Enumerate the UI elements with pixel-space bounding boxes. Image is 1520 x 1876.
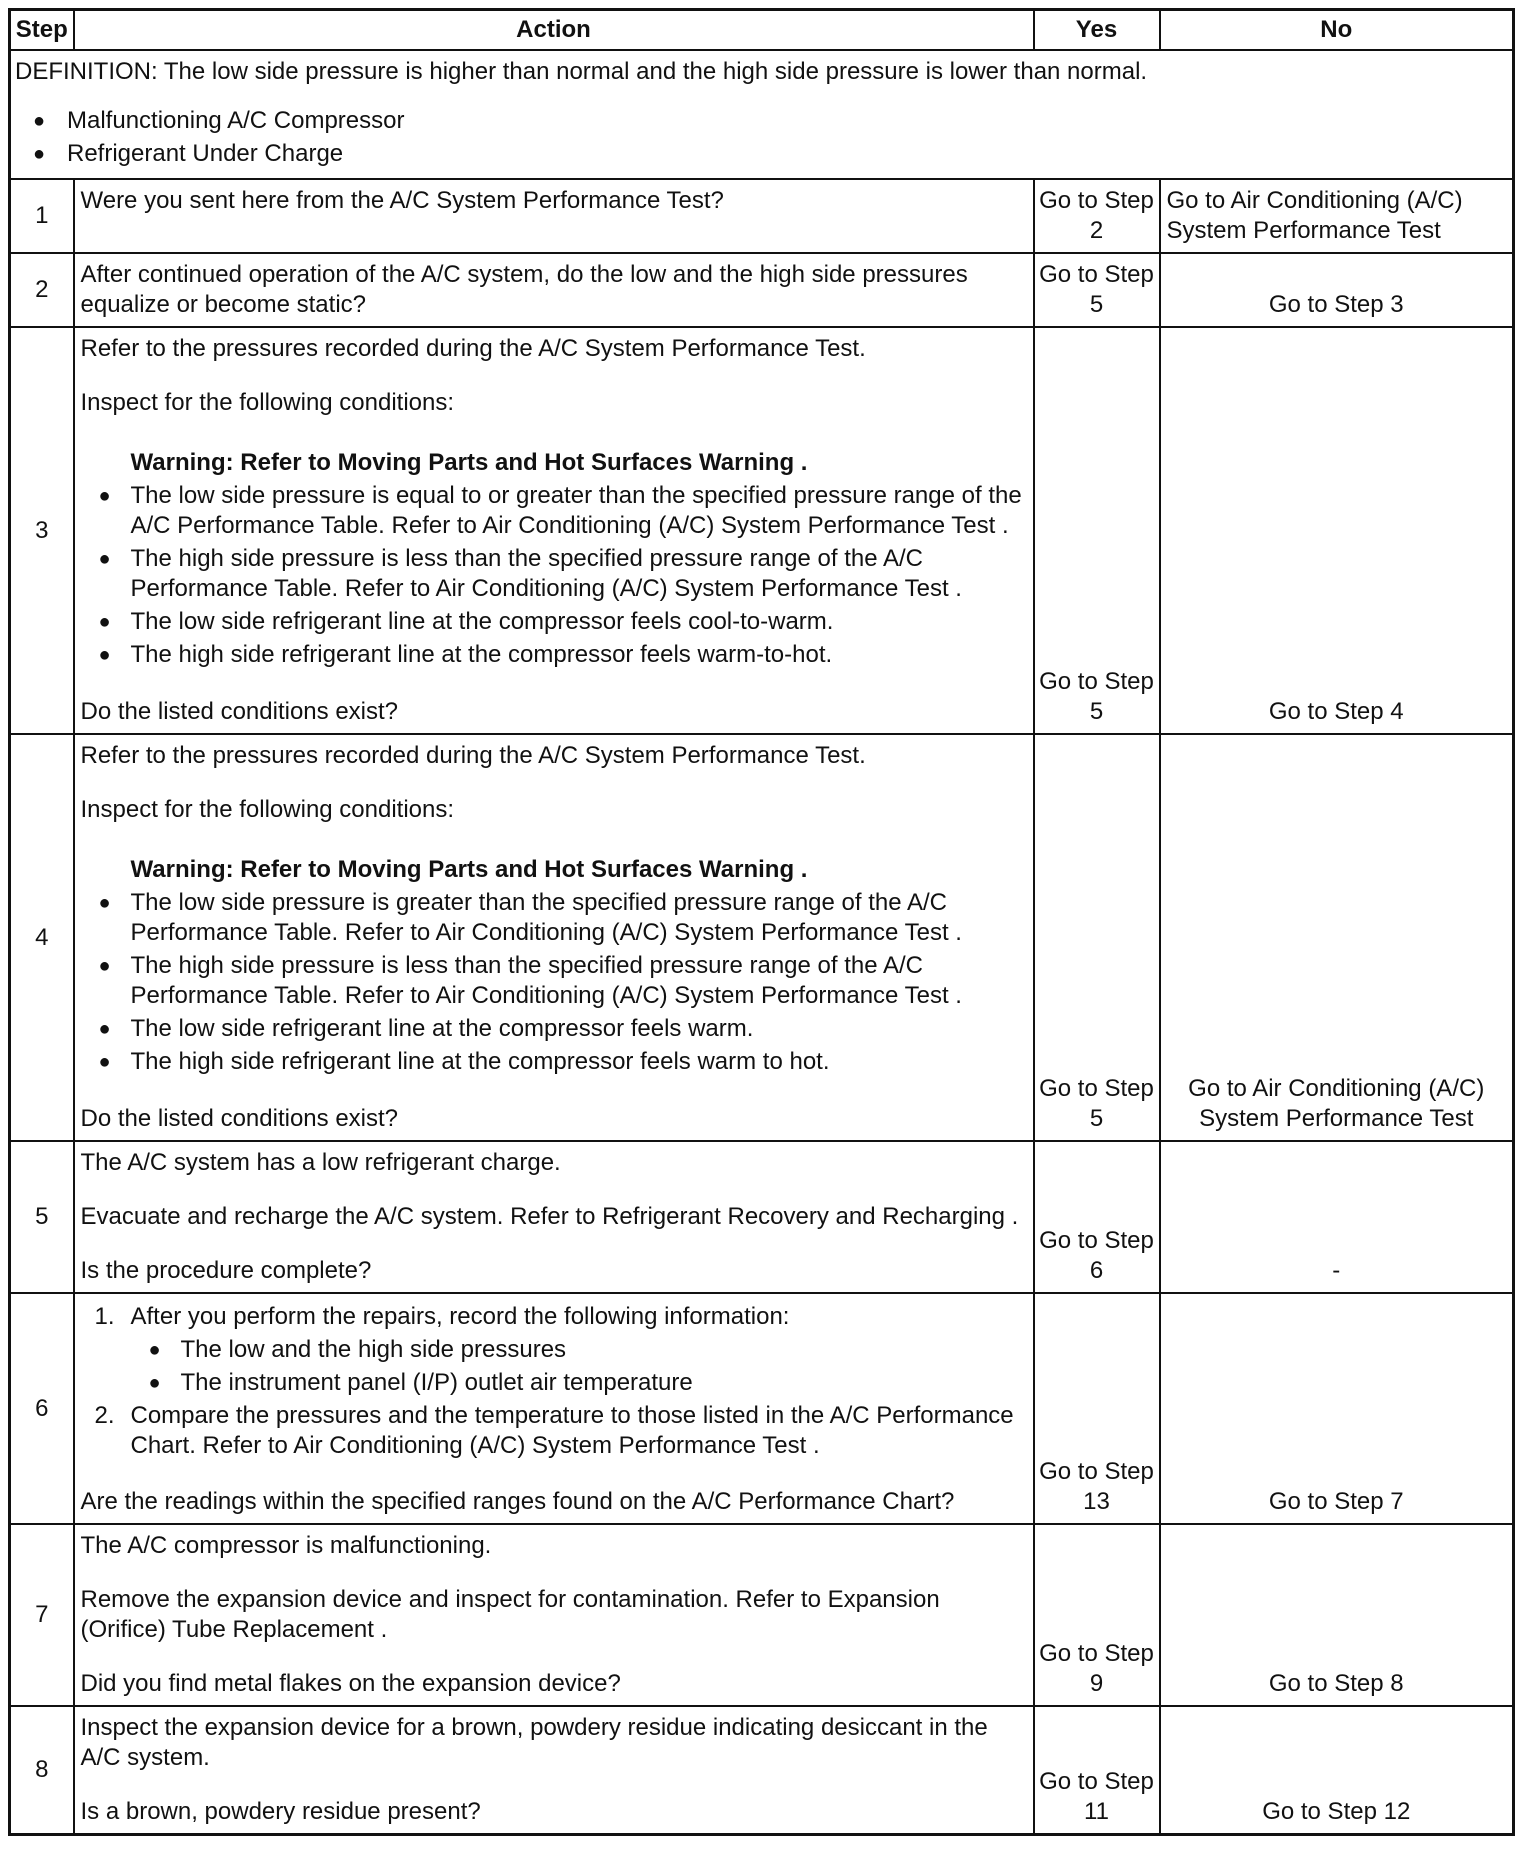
step-row-1: [10, 179, 1514, 253]
yes-link[interactable]: Go to Step 13: [1034, 1293, 1160, 1524]
condition-item: ● The high side refrigerant line at the compressor feels warm to hot.: [81, 1047, 1027, 1077]
step-number: 4: [10, 734, 74, 1141]
procedure-list: [81, 1302, 1027, 1461]
step-question: Are the readings within the specified ranges found on the A/C Performance Chart?: [80, 1488, 955, 1515]
step-row-8: [10, 1706, 1514, 1835]
condition-item: ● The low side pressure is greater than the specified pressure range of the A/C Performance Table. Refer to Air Conditioning (A/C) System Performance Test .: [81, 888, 1027, 948]
action-text: The A/C compressor is malfunctioning.: [80, 1532, 492, 1559]
yes-link[interactable]: Go to Step 5: [1034, 734, 1160, 1141]
step-action: [74, 1706, 1034, 1835]
no-link[interactable]: Go to Step 12: [1160, 1706, 1514, 1835]
no-link[interactable]: Go to Air Conditioning (A/C) System Performance Test: [1160, 734, 1514, 1141]
yes-link[interactable]: Go to Step 9: [1034, 1524, 1160, 1706]
step-action: [74, 1293, 1034, 1524]
step-number: 3: [10, 327, 74, 734]
step-question: Do the listed conditions exist?: [80, 698, 399, 725]
step-question: Is a brown, powdery residue present?: [80, 1798, 481, 1825]
step-number: 5: [10, 1141, 74, 1293]
no-link[interactable]: Go to Step 8: [1160, 1524, 1514, 1706]
no-link: -: [1160, 1141, 1514, 1293]
condition-item: ● The high side refrigerant line at the compressor feels warm-to-hot.: [81, 640, 1027, 670]
definition-row: [10, 50, 1514, 179]
procedure-item: [81, 1401, 1027, 1461]
procedure-sublist: [81, 1335, 1027, 1398]
inspect-text: Inspect for the following conditions:: [80, 796, 455, 823]
step-action: [74, 327, 1034, 734]
step-row-5: [10, 1141, 1514, 1293]
condition-item: ● The low side refrigerant line at the compressor feels warm.: [81, 1014, 1027, 1044]
definition-causes: [15, 106, 1508, 169]
yes-link[interactable]: Go to Step 2: [1034, 179, 1160, 253]
step-row-4: [10, 734, 1514, 1141]
procedure-text: After you perform the repairs, record the following information:: [130, 1303, 790, 1330]
step-question: Do the listed conditions exist?: [80, 1105, 399, 1132]
condition-item: ● The low side pressure is equal to or greater than the specified pressure range of the A/C Performance Table. Refer to Air Conditioning (A/C) System Performance Test .: [81, 481, 1027, 541]
action-text: The A/C system has a low refrigerant charge.: [80, 1149, 561, 1176]
step-row-2: [10, 253, 1514, 327]
no-link[interactable]: Go to Step 3: [1160, 253, 1514, 327]
procedure-text: Compare the pressures and the temperature to those listed in the A/C Performance Chart. Refer to Air Conditioning (A/C) System Performance Test .: [130, 1402, 1014, 1459]
step-row-3: [10, 327, 1514, 734]
intro-text: Refer to the pressures recorded during the A/C System Performance Test.: [80, 742, 866, 769]
step-question: Were you sent here from the A/C System Performance Test?: [74, 179, 1034, 253]
header-yes: Yes: [1034, 10, 1160, 51]
yes-link[interactable]: Go to Step 11: [1034, 1706, 1160, 1835]
conditions-list: [81, 888, 1027, 1077]
cause-item: ● Refrigerant Under Charge: [15, 139, 1508, 169]
step-question: Is the procedure complete?: [80, 1257, 372, 1284]
header-action: Action: [74, 10, 1034, 51]
definition-cell: [10, 50, 1514, 179]
warning-text[interactable]: Warning: Refer to Moving Parts and Hot Surfaces Warning .: [130, 449, 808, 476]
conditions-list: [81, 481, 1027, 670]
procedure-subitem: ● The instrument panel (I/P) outlet air temperature: [81, 1368, 1027, 1398]
diagnostic-table-page: [8, 8, 1512, 1836]
no-link[interactable]: Go to Step 7: [1160, 1293, 1514, 1524]
condition-item: ● The low side refrigerant line at the compressor feels cool-to-warm.: [81, 607, 1027, 637]
intro-text: Refer to the pressures recorded during the A/C System Performance Test.: [80, 335, 866, 362]
step-action: [74, 1141, 1034, 1293]
procedure-number: 2.: [94, 1402, 115, 1429]
step-question: After continued operation of the A/C system, do the low and the high side pressures equalize or become static?: [74, 253, 1034, 327]
action-text: Inspect the expansion device for a brown, powdery residue indicating desiccant in the A/C system.: [80, 1714, 988, 1771]
step-row-7: [10, 1524, 1514, 1706]
procedure-item: [81, 1302, 1027, 1398]
procedure-subitem: ● The low and the high side pressures: [81, 1335, 1027, 1365]
step-number: 7: [10, 1524, 74, 1706]
step-question: Did you find metal flakes on the expansion device?: [80, 1670, 621, 1697]
step-action: [74, 1524, 1034, 1706]
procedure-number: 1.: [94, 1303, 115, 1330]
header-step: Step: [10, 10, 74, 51]
no-link[interactable]: Go to Air Conditioning (A/C) System Performance Test: [1160, 179, 1514, 253]
diagnostic-table: [8, 8, 1515, 1836]
step-number: 1: [10, 179, 74, 253]
action-text: Evacuate and recharge the A/C system. Refer to Refrigerant Recovery and Recharging .: [80, 1203, 1019, 1230]
step-row-6: [10, 1293, 1514, 1524]
condition-item: ● The high side pressure is less than the specified pressure range of the A/C Performance Table. Refer to Air Conditioning (A/C) System Performance Test .: [81, 951, 1027, 1011]
yes-link[interactable]: Go to Step 5: [1034, 327, 1160, 734]
step-number: 6: [10, 1293, 74, 1524]
inspect-text: Inspect for the following conditions:: [80, 389, 455, 416]
warning-text[interactable]: Warning: Refer to Moving Parts and Hot Surfaces Warning .: [130, 856, 808, 883]
cause-item: ● Malfunctioning A/C Compressor: [15, 106, 1508, 136]
yes-link[interactable]: Go to Step 5: [1034, 253, 1160, 327]
step-number: 8: [10, 1706, 74, 1835]
step-action: [74, 734, 1034, 1141]
condition-item: ● The high side pressure is less than the specified pressure range of the A/C Performance Table. Refer to Air Conditioning (A/C) System Performance Test .: [81, 544, 1027, 604]
header-row: [10, 10, 1514, 51]
definition-text: DEFINITION: The low side pressure is higher than normal and the high side pressure is lower than normal.: [15, 58, 1148, 85]
action-text: Remove the expansion device and inspect for contamination. Refer to Expansion (Orifice) Tube Replacement .: [80, 1586, 940, 1643]
yes-link[interactable]: Go to Step 6: [1034, 1141, 1160, 1293]
step-number: 2: [10, 253, 74, 327]
header-no: No: [1160, 10, 1514, 51]
no-link[interactable]: Go to Step 4: [1160, 327, 1514, 734]
